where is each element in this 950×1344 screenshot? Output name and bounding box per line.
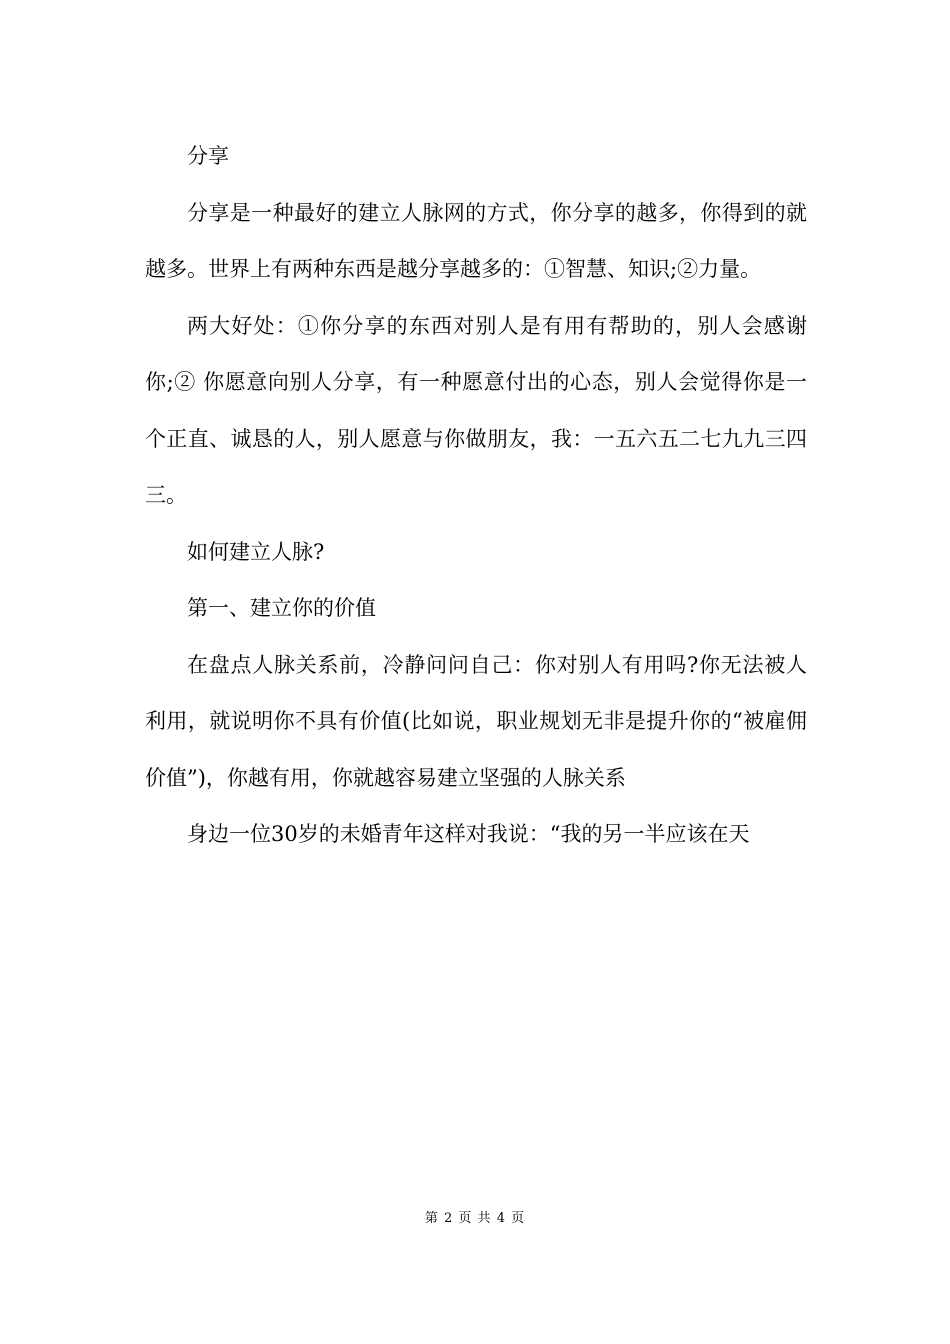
heading-how-to-build: 如何建立人脉? [187, 539, 325, 564]
paragraph-share-intro: 分享是一种最好的建立人脉网的方式，你分享的越多，你得到的就越多。世界上有两种东西是越分享越多的：①智慧、知识;②力量。 [145, 200, 807, 281]
heading-share: 分享 [187, 144, 229, 168]
paragraph-two-benefits: 两大好处：①你分享的东西对别人是有用有帮助的，别人会感谢你;② 你愿意向别人分享，有一种愿意付出的心态，别人会觉得你是一个正直、诚恳的人，别人愿意与你做朋友，我：一五六五二七九九三四三。 [145, 313, 807, 507]
heading-build-value: 第一、建立你的价值 [187, 596, 376, 620]
document-body [145, 128, 807, 863]
page-footer: 第 2 页 共 4 页 [424, 1211, 526, 1226]
paragraph-build-value: 在盘点人脉关系前，冷静问问自己：你对别人有用吗?你无法被人利用，就说明你不具有价值(比如说，职业规划无非是提升你的“被雇佣价值”)，你越有用，你就越容易建立坚强的人脉关系 [145, 652, 807, 790]
paragraph-anecdote: 身边一位30岁的未婚青年这样对我说：“我的另一半应该在天 [187, 822, 750, 846]
